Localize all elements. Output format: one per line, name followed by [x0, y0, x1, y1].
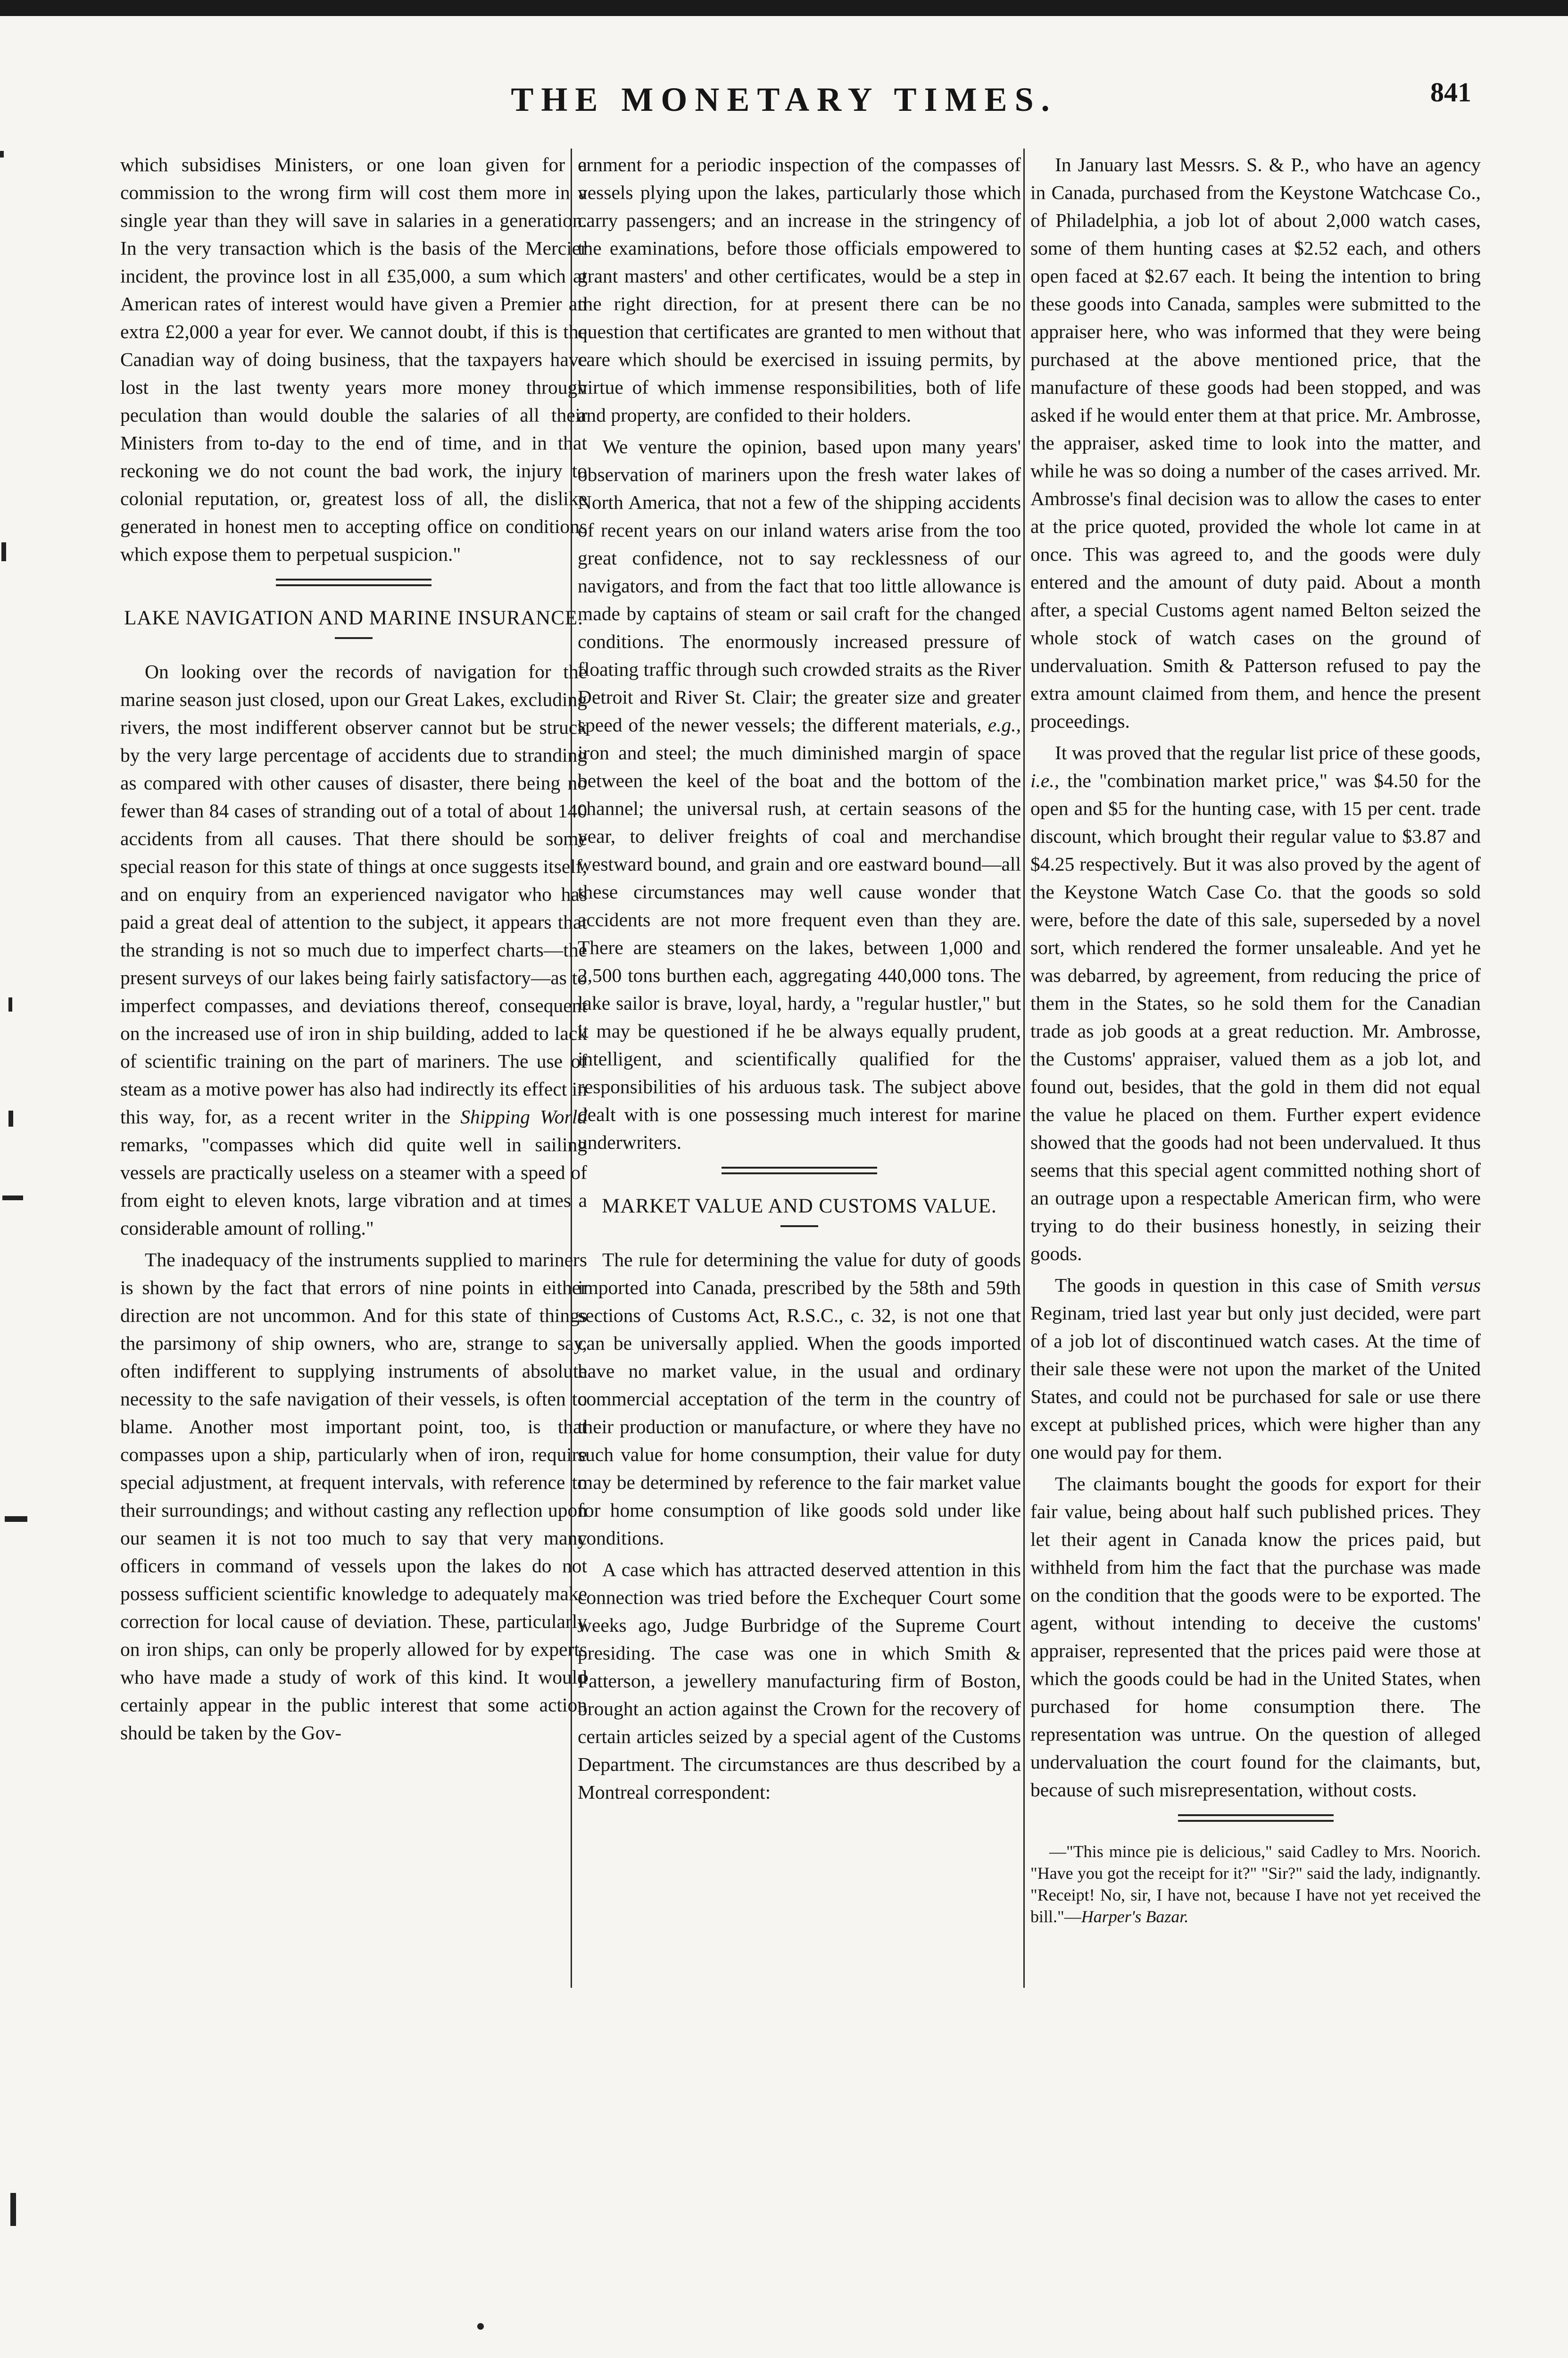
- margin-mark: [5, 1516, 27, 1522]
- text-span: The goods in question in this case of Smith: [1055, 1274, 1422, 1296]
- paragraph: The inadequacy of the instruments supplied to mariners is shown by the fact that errors of nine points in either direction are not uncommon. And for this state of things the parsimony of ship owners, who are, strange to say, often indifferent to supplying instruments of absolute necessity to the safe navigation of their vessels, is often to blame. Another most important point, too, is that compasses upon a ship, particularly when of iron, require special adjustment, at frequent intervals, with reference to their surroundings; and without casting any reflection upon our seamen it is not too much to say that very many officers in command of vessels upon the lakes do not possess sufficient scientific knowledge to adequately make correction for local cause of deviation. These, particularly on iron ships, can only be properly allowed for by experts who have made a study of work of this kind. It would certainly appear in the public interest that some action should be taken by the Gov-: [120, 1249, 587, 1744]
- paragraph: ernment for a periodic inspection of the compasses of vessels plying upon the lakes, particularly those which carry passengers; and an increase in the stringency of the examinations, before those officials empowered to grant masters' and other certificates, would be a step in the right direction, for at present there can be no question that certificates are granted to men without that care which should be exercised in issuing permits, by virtue of which immense responsibilities, both of life and property, are confided to their holders.: [578, 154, 1021, 426]
- column-3: [1030, 151, 1481, 1931]
- paragraph: In January last Messrs. S. & P., who have an agency in Canada, purchased from the Keystone Watchcase Co., of Philadelphia, a job lot of about 2,000 watch cases, some of them hunting cases at $2.52 each, and others open faced at $2.67 each. It being the intention to bring these goods into Canada, samples were submitted to the appraiser here, who was informed that they were being purchased at the above mentioned price, that the manufacture of these goods had been stopped, and was asked if he would enter them at that price. Mr. Ambrosse, the appraiser, asked time to look into the matter, and while he was so doing a number of the cases arrived. Mr. Ambrosse's final decision was to allow the cases to enter at the price quoted, provided the whole lot came in at once. This was agreed to, and the goods were duly entered and the amount of duty paid. About a month after, a special Customs agent named Belton seized the whole stock of watch cases on the ground of undervaluation. Smith & Patterson refused to pay the extra amount claimed from them, and hence the present proceedings.: [1030, 154, 1481, 732]
- column-2: [578, 151, 1021, 1810]
- section-rule: [1178, 1814, 1334, 1822]
- italic-span: versus: [1430, 1274, 1481, 1296]
- margin-mark: [8, 997, 12, 1012]
- section-rule: [722, 1167, 877, 1174]
- text-span: It was proved that the regular list price of these goods,: [1055, 742, 1481, 764]
- scan-top-border: [0, 0, 1568, 16]
- text-span: iron and steel; the much diminished margin of space between the keel of the boat and the bottom of the channel; the universal rush, at certain seasons of the year, to deliver freights of coal and merchandise westward bound, and grain and ore eastward bound—all these circumstances may well cause wonder that accidents are not more frequent even than they are. There are steamers on the lakes, between 1,000 and 2,500 tons burthen each, aggregating 440,000 tons. The lake sailor is brave, loyal, hardy, a "regular hustler," but it may be questioned if he be always equally prudent, intelligent, and scientifically qualified for the responsibilities of his arduous task. The subject above dealt with is one possessing much interest for marine underwriters.: [578, 742, 1021, 1153]
- paragraph: The claimants bought the goods for export for their fair value, being about half such published prices. They let their agent in Canada know the prices paid, but withheld from him the fact that the purchase was made on the condition that the goods were to be exported. The agent, without intending to deceive the customs' appraiser, represented that the prices paid were those at which the goods could be had in the United States, when purchased for home consumption there. The representation was untrue. On the question of alleged undervaluation the court found for the claimants, but, because of such misrepresentation, without costs.: [1030, 1473, 1481, 1801]
- heading-rule: [335, 637, 373, 639]
- paragraph: [578, 433, 1021, 1156]
- text-span: the "combination market price," was $4.50 for the open and $5 for the hunting case, with 15 per cent. trade discount, which brought their regular value to $3.87 and $4.25 respectively. But it was also proved by the agent of the Keystone Watch Case Co. that the goods so sold were, before the date of this sale, superseded by a novel sort, which rendered the former unsaleable. And yet he was debarred, by agreement, from reducing the price of them in the States, so he sold them for the Canadian trade as job goods at a great reduction. Mr. Ambrosse, the Customs' appraiser, valued them as a job lot, and found out, besides, that the gold in them did not equal the value he placed on them. Further expert evidence showed that the goods had not been undervalued. It thus seems that this special agent committed nothing short of an outrage upon a respectable American firm, who were trying to do their business honestly, in seizing their goods.: [1030, 770, 1481, 1264]
- paragraph: [120, 658, 587, 1242]
- heading-rule: [780, 1225, 818, 1227]
- italic-span: Harper's Bazar.: [1081, 1907, 1189, 1926]
- paragraph: [1030, 1841, 1481, 1927]
- page-number: 841: [1430, 77, 1471, 108]
- column-rule-right: [1023, 149, 1025, 1988]
- column-1: [120, 151, 587, 1751]
- margin-mark: [477, 2323, 484, 2330]
- paragraph: [1030, 1271, 1481, 1466]
- page-header: [0, 77, 1568, 132]
- italic-span: Shipping World: [460, 1106, 587, 1128]
- margin-mark: [2, 1196, 23, 1200]
- margin-mark: [0, 151, 4, 158]
- text-span: remarks, "compasses which did quite well in sailing vessels are practically useless on a steamer with a speed of from eight to eleven knots, large vibration and at times a considerable amount of rolling.": [120, 1134, 587, 1239]
- paragraph: The rule for determining the value for duty of goods imported into Canada, prescribed by the 58th and 59th sections of Customs Act, R.S.C., c. 32, is not one that can be universally applied. When the goods imported have no market value, in the usual and ordinary commercial acceptation of the term in the country of their production or manufacture, or where they have no such value for home consumption, their value for duty may be determined by reference to the fair market value for home consumption of like goods sold under like conditions.: [578, 1249, 1021, 1549]
- margin-mark: [10, 2193, 16, 2226]
- paragraph: which subsidises Ministers, or one loan given for a commission to the wrong firm will cost them more in a single year than they will save in salaries in a generation. In the very transaction which is the basis of the Mercier incident, the province lost in all £35,000, a sum which at American rates of interest would have given a Premier an extra £2,000 a year for ever. We cannot doubt, if this is the Canadian way of doing business, that the taxpayers have lost in the last twenty years more money through peculation than would double the salaries of all their Ministers from to-day to the end of time, and in that reckoning we do not count the bad work, the injury to colonial reputation, or, greatest loss of all, the dislike generated in honest men to accepting office on conditions which expose them to perpetual suspicion.": [120, 154, 587, 565]
- section-heading-lake-navigation: LAKE NAVIGATION AND MARINE INSURANCE.: [124, 607, 583, 629]
- anecdote-note: [1030, 1841, 1481, 1927]
- masthead: THE MONETARY TIMES.: [511, 81, 1057, 118]
- text-span: We venture the opinion, based upon many years' observation of mariners upon the fresh water lakes of North America, that not a few of the shipping accidents of recent years on our inland waters arise from the too great confidence, not to say recklessness of our navigators, and from the fact that too little allowance is made by captains of steam or sail craft for the changed conditions. The enormously increased pressure of floating traffic through such crowded straits as the River Detroit and River St. Clair; the greater size and greater speed of the newer vessels; the different materials,: [578, 436, 1021, 736]
- paragraph: A case which has attracted deserved attention in this connection was tried before the Exchequer Court some weeks ago, Judge Burbridge of the Supreme Court presiding. The case was one in which Smith & Patterson, a jewellery manufacturing firm of Boston, brought an action against the Crown for the recovery of certain articles seized by a special agent of the Customs Department. The circumstances are thus described by a Montreal correspondent:: [578, 1559, 1021, 1803]
- margin-mark: [8, 1111, 13, 1127]
- text-span: —"This mince pie is delicious," said Cadley to Mrs. Noorich. "Have you got the receipt for it?" "Sir?" said the lady, indignantly. "Receipt! No, sir, I have not, because I have not yet received the bill."—: [1030, 1842, 1481, 1926]
- italic-span: e.g.,: [987, 714, 1021, 736]
- paragraph: [1030, 739, 1481, 1268]
- margin-mark: [1, 542, 6, 561]
- section-heading-market-value: MARKET VALUE AND CUSTOMS VALUE.: [602, 1195, 997, 1217]
- text-span: On looking over the records of navigation for the marine season just closed, upon our Great Lakes, excluding rivers, the most indifferent observer cannot but be struck by the very large percentage of accidents due to stranding as compared with other causes of disaster, there being no fewer than 84 cases of stranding out of a total of about 140 accidents from all causes. That there should be some special reason for this state of things at once suggests itself, and on enquiry from an experienced navigator who has paid a great deal of attention to the subject, it appears that the stranding is not so much due to imperfect charts—the present surveys of our lakes being fairly satisfactory—as to imperfect compasses, and deviations thereof, consequent on the increased use of iron in ship building, added to lack of scientific training on the part of mariners. The use of steam as a motive power has also had indirectly its effect in this way, for, as a recent writer in the: [120, 661, 588, 1128]
- italic-span: i.e.,: [1030, 770, 1060, 791]
- section-rule: [276, 579, 431, 586]
- text-span: Reginam, tried last year but only just decided, were part of a job lot of discontinued watch cases. At the time of their sale these were not upon the market of the United States, and could not be purchased for sale or use there except at published prices, which were higher than any one would pay for them.: [1030, 1302, 1481, 1463]
